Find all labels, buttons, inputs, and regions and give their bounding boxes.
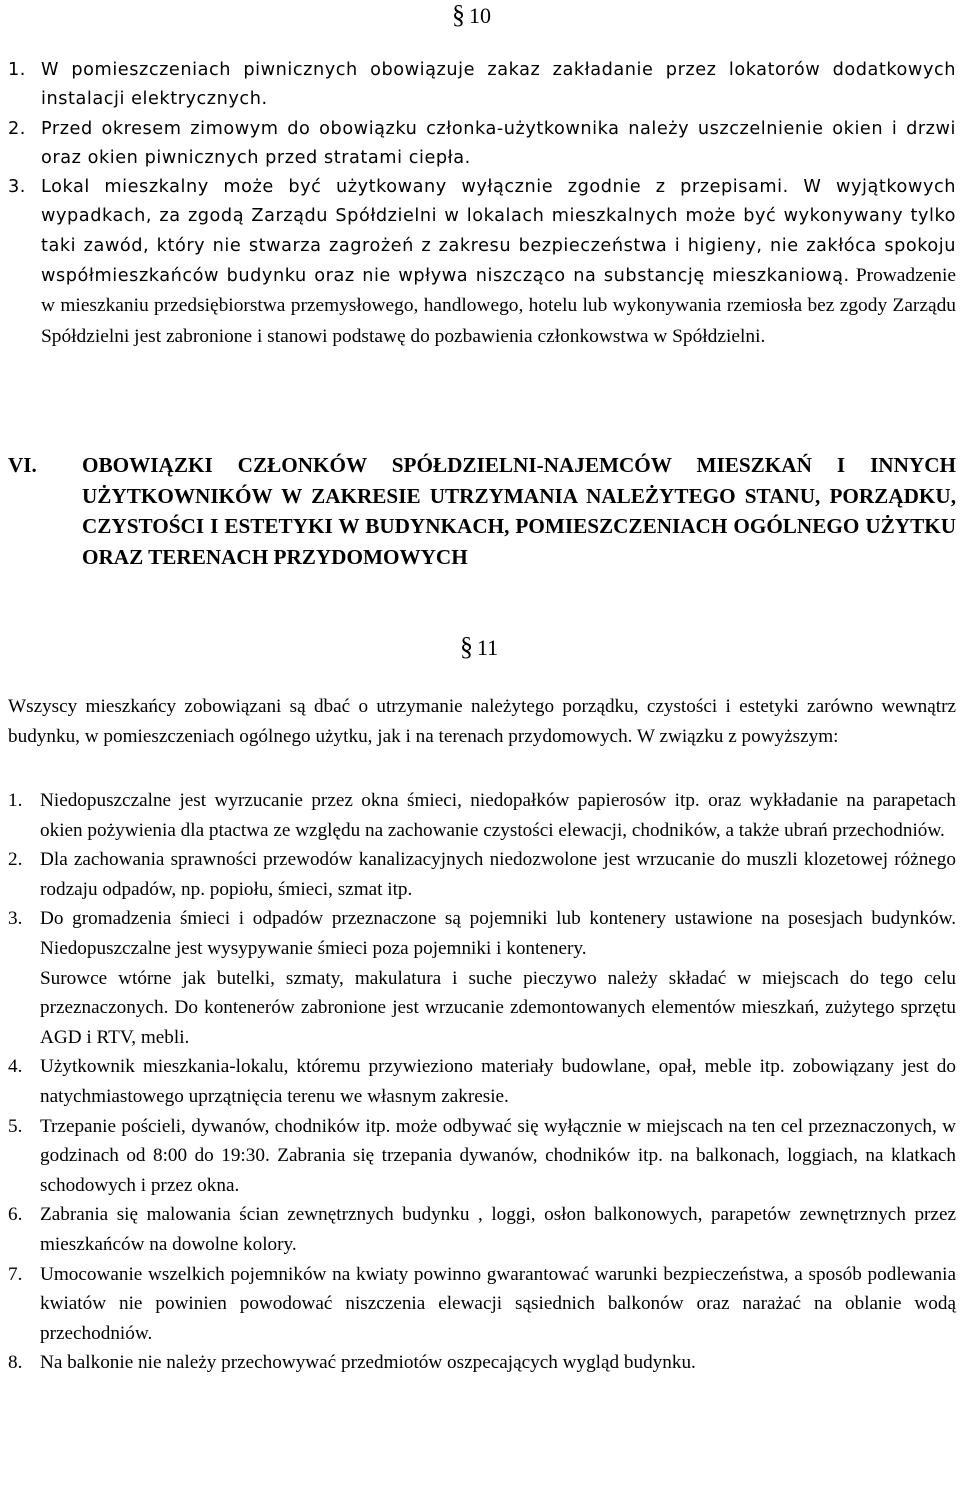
section-sign: §: [460, 632, 473, 661]
list-item: [8, 173, 956, 352]
list-item: [8, 1260, 956, 1349]
item-number: 3.: [8, 177, 26, 198]
list-item: [8, 1348, 956, 1378]
list-item: [8, 1112, 956, 1201]
item-number: 1.: [8, 790, 23, 811]
item-text: Użytkownik mieszkania-lokalu, któremu przywieziono materiały budowlane, opał, meble itp. zobowiązany jest do natychmiastowego uprzątnięcia terenu we własnym zakresie.: [40, 1056, 956, 1107]
item-text: Na balkonie nie należy przechowywać przedmiotów oszpecających wygląd budynku.: [40, 1352, 696, 1374]
item-number: 3.: [8, 908, 23, 930]
section-11-heading: [460, 634, 498, 661]
item-number: 4.: [8, 1056, 23, 1078]
item-number: 2.: [8, 849, 23, 871]
list-item: [8, 845, 956, 904]
item-paragraph: Surowce wtórne jak butelki, szmaty, makulatura i suche pieczywo należy składać w miejscach do tego celu przeznaczonych. Do kontenerów zabronione jest wrzucanie zdemontowanych elementów mieszkań, zużytego sprzętu AGD i RTV, mebli.: [40, 967, 956, 1048]
item-text: Zabrania się malowania ścian zewnętrznych budynku , loggi, osłon balkonowych, parapetów zewnętrznych przez mieszkańców na dowolne kolory.: [40, 1204, 956, 1255]
chapter-title: OBOWIĄZKI CZŁONKÓW SPÓŁDZIELNI-NAJEMCÓW MIESZKAŃ I INNYCH UŻYTKOWNIKÓW W ZAKRESIE UTRZYMANIA NALEŻYTEGO STANU, PORZĄDKU, CZYSTOŚCI I ESTETYKI W BUDYNKACH, POMIESZCZENIACH OGÓLNEGO UŻYTKU ORAZ TERENACH PRZYDOMOWYCH: [82, 453, 956, 569]
item-text: Trzepanie pościeli, dywanów, chodników itp. może odbywać się wyłącznie w miejscach na ten cel przeznaczonych, w godzinach od 8:00 do 19:30. Zabrania się trzepania dywanów, chodników itp. na balkonach, loggiach, na klatkach schodowych i przez okna.: [40, 1115, 956, 1196]
item-number: 7.: [8, 1263, 23, 1285]
item-number: 8.: [8, 1352, 23, 1374]
section-10-heading: [452, 2, 491, 29]
list-item: [8, 1052, 956, 1111]
item-paragraph: Do gromadzenia śmieci i odpadów przeznaczone są pojemniki lub kontenery ustawione na posesjach budynków. Niedopuszczalne jest wysypywanie śmieci poza pojemniki i kontenery.: [40, 908, 956, 959]
item-text-serif: Prowadzenie w mieszkaniu przedsiębiorstwa przemysłowego, handlowego, hotelu lub wykonywania rzemiosła bez zgody Zarządu Spółdzielni jest zabronione i stanowi podstawę do pozbawienia członkowstwa w Spółdzielni.: [41, 265, 956, 347]
item-number: 6.: [8, 1204, 23, 1226]
list-item: [8, 786, 956, 845]
section-sign: §: [452, 0, 465, 29]
list-item: [8, 56, 956, 115]
list-item: [8, 1200, 956, 1259]
chapter-number: VI.: [8, 453, 37, 477]
item-text: W pomieszczeniach piwnicznych obowiązuje zakaz zakładanie przez lokatorów dodatkowych instalacji elektrycznych.: [41, 60, 956, 110]
section-10-list: [8, 56, 956, 352]
item-text: Niedopuszczalne jest wyrzucanie przez okna śmieci, niedopałków papierosów itp. oraz wykładanie na parapetach okien pożywienia dla ptactwa ze względu na zachowanie czystości elewacji, chodników, a także ubrań przechodniów.: [40, 790, 956, 841]
item-text: Dla zachowania sprawności przewodów kanalizacyjnych niedozwolone jest wrzucanie do muszli klozetowej różnego rodzaju odpadów, np. popiołu, śmieci, szmat itp.: [40, 849, 956, 900]
item-text: Umocowanie wszelkich pojemników na kwiaty powinno gwarantować warunki bezpieczeństwa, a sposób podlewania kwiatów nie powinien powodować niszczenia elewacji sąsiednich balkonów oraz narażać na oblanie wodą przechodniów.: [40, 1263, 956, 1344]
item-number: 5.: [8, 1115, 23, 1137]
section-number: 10: [469, 3, 491, 28]
section-11-rules: [8, 786, 956, 1378]
list-item: [8, 904, 956, 1052]
item-text: Przed okresem zimowym do obowiązku członka-użytkownika należy uszczelnienie okien i drzwi oraz okien piwnicznych przed stratami ciepła.: [41, 118, 956, 168]
item-number: 2.: [8, 118, 26, 139]
list-item: [8, 115, 956, 174]
item-number: 1.: [8, 60, 26, 80]
item-text: [41, 173, 956, 352]
item-text-sans: Lokal mieszkalny może być użytkowany wyłącznie zgodnie z przepisami. W wyjątkowych wypadkach, za zgodą Zarządu Spółdzielni w lokalach mieszkalnych może być wykonywany tylko taki zawód, który nie stwarza zagrożeń z zakresu bezpieczeństwa i higieny, nie zakłóca spokoju współmieszkańców budynku oraz nie wpływa niszcząco na substancję mieszkaniową.: [41, 177, 956, 287]
item-text: [40, 904, 956, 1052]
section-11-intro: Wszyscy mieszkańcy zobowiązani są dbać o utrzymanie należytego porządku, czystości i estetyki zarówno wewnątrz budynku, w pomieszczeniach ogólnego użytku, jak i na terenach przydomowych. W związku z powyższym:: [8, 696, 956, 747]
chapter-heading: [8, 450, 956, 572]
section-number: 11: [477, 635, 499, 660]
